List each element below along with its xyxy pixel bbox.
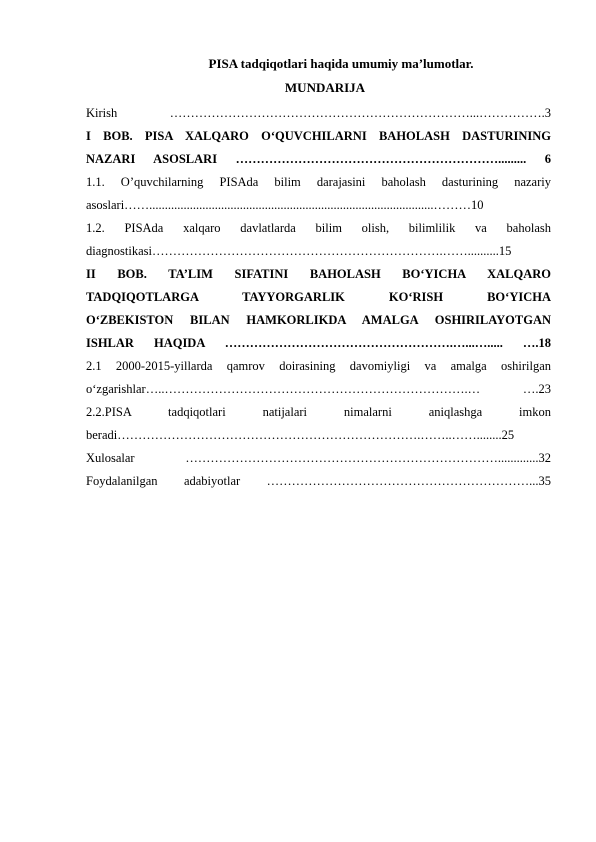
toc-entry-section-2-1[interactable]: 2.1 2000-2015-yillarda qamrov doirasining davomiyligi va amalga oshirilgan	[86, 359, 551, 373]
toc-entry-chapter-2-cont-3[interactable]: ISHLAR HAQIDA ……………………………………………….…...…..... ….18	[86, 336, 551, 350]
toc-entry-conclusions[interactable]: Xulosalar ………………………………………………………………….............32	[86, 451, 551, 465]
document-title: PISA tadqiqotlari haqida umumiy ma’lumotlar.	[208, 56, 474, 71]
toc-entry-references[interactable]: Foydalanilgan adabiyotlar ………………………………………………………...35	[86, 474, 551, 488]
toc-entry-section-1-2-cont[interactable]: diagnostikasi…………………………………………………………….……..........15	[86, 244, 512, 258]
toc-entry-chapter-1-cont[interactable]: NAZARI ASOSLARI ………………………………………………………......... 6	[86, 152, 551, 166]
toc-entry-section-1-2[interactable]: 1.2. PISAda xalqaro davlatlarda bilim olish, bilimlilik va baholash	[86, 221, 551, 235]
toc-entry-section-1-1-cont[interactable]: asoslari……...........................................................................................………10	[86, 198, 484, 212]
toc-entry-chapter-1[interactable]: I BOB. PISA XALQARO O‘QUVCHILARNI BAHOLASH DASTURINING	[86, 129, 551, 143]
toc-entry-section-2-2[interactable]: 2.2.PISA tadqiqotlari natijalari nimalarni aniqlashga imkon	[86, 405, 551, 419]
toc-entry-section-2-1-cont[interactable]: o‘zgarishlar…..……………………………………………………………….… ….23	[86, 382, 551, 396]
toc-entry-section-2-2-cont[interactable]: beradi……………………………………………………………….……..……........25	[86, 428, 515, 442]
toc-entry-introduction[interactable]: Kirish ………………………………………………………………...…………….3	[86, 106, 551, 120]
table-of-contents	[86, 102, 551, 493]
contents-heading: MUNDARIJA	[284, 80, 366, 95]
toc-entry-chapter-2-cont-2[interactable]: O‘ZBEKISTON BILAN HAMKORLIKDA AMALGA OSHIRILAYOTGAN	[86, 313, 551, 327]
toc-entry-section-1-1[interactable]: 1.1. O’quvchilarning PISAda bilim darajasini baholash dasturining nazariy	[86, 175, 551, 189]
toc-entry-chapter-2-cont-1[interactable]: TADQIQOTLARGA TAYYORGARLIK KO‘RISH BO‘YICHA	[86, 290, 551, 304]
toc-entry-chapter-2[interactable]: II BOB. TA’LIM SIFATINI BAHOLASH BO‘YICHA XALQARO	[86, 267, 551, 281]
